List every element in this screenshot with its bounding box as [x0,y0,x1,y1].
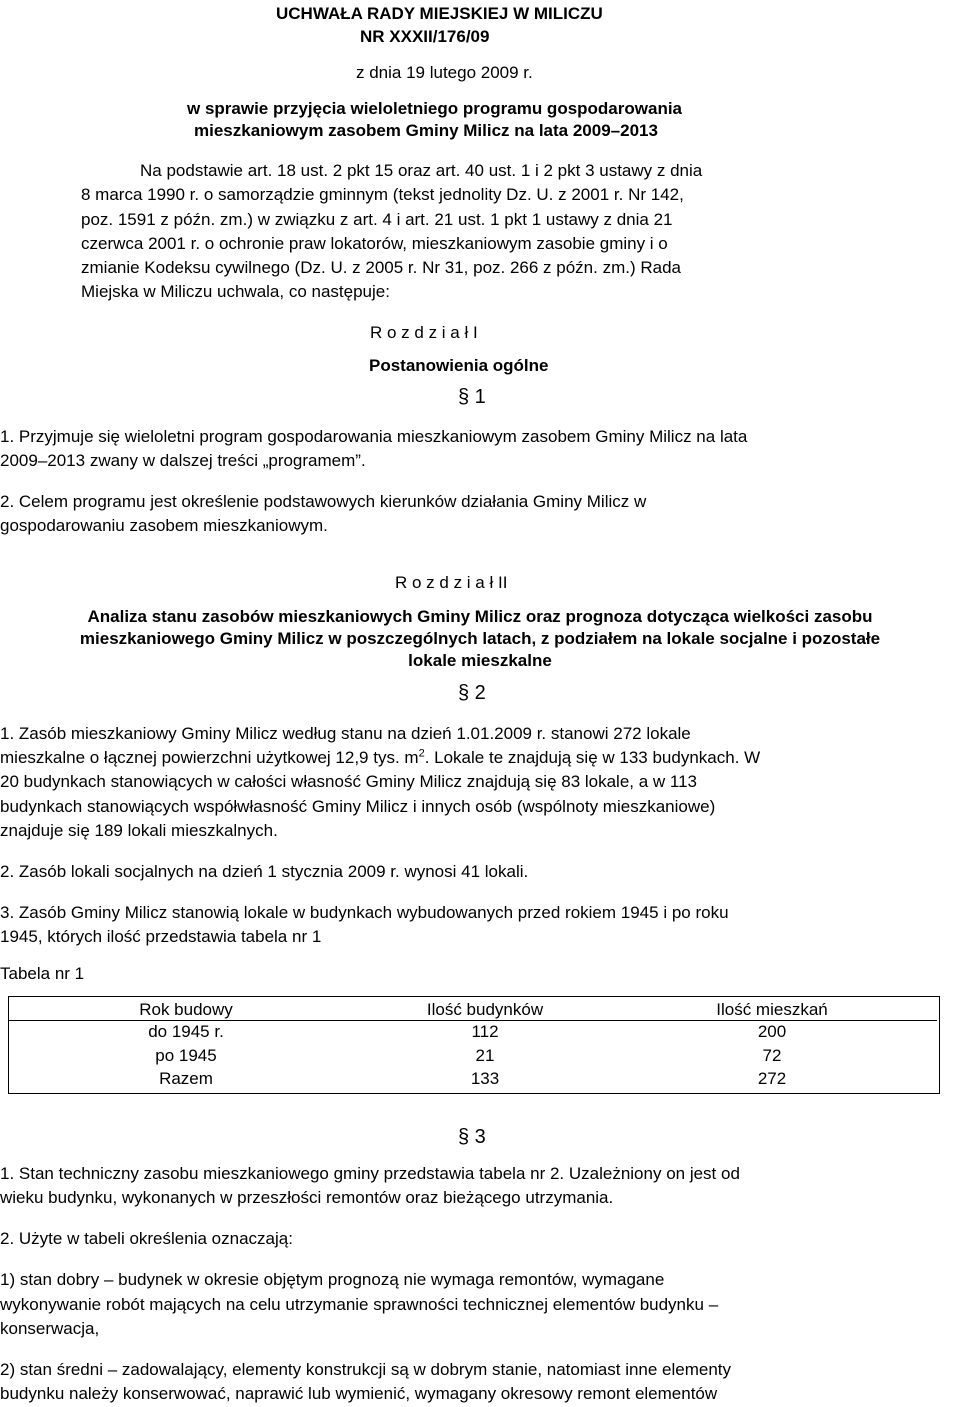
preamble-line-1: Na podstawie art. 18 ust. 2 pkt 15 oraz art. 40 ust. 1 i 2 pkt 3 ustawy z dnia [140,161,703,180]
section-3-point-2: 2. Użyte w tabeli określenia oznaczają: [0,1229,293,1248]
definition-1-line-3: konserwacja, [0,1319,100,1338]
section-1-point-2-line-2: gospodarowaniu zasobem mieszkaniowym. [0,516,328,535]
section-2-point-1-line-1: 1. Zasób mieszkaniowy Gminy Milicz według stanu na dzień 1.01.2009 r. stanowi 272 lokale [0,724,691,743]
table-cell: 21 [475,1046,495,1065]
table-1-header-year: Rok budowy [139,1000,233,1019]
chapter-2-title-line-3: lokale mieszkalne [408,651,552,670]
section-2-point-2: 2. Zasób lokali socjalnych na dzień 1 stycznia 2009 r. wynosi 41 lokali. [0,862,529,881]
section-2-point-3-line-2: 1945, których ilość przedstawia tabela nr 1 [0,927,322,946]
section-2-point-1-line-2: mieszkalne o łącznej powierzchni użytkowej 12,9 tys. $m^2$. Lokale te znajdują się w 133 budynkach. W [0,747,761,767]
chapter-1-title: Postanowienia ogólne [369,356,549,375]
definition-1-line-1: 1) stan dobry – budynek w okresie objętym prognozą nie wymaga remontów, wymagane [0,1270,665,1289]
table-cell: 72 [762,1046,782,1065]
table-cell: 200 [757,1022,787,1041]
chapter-2-label: R o z d z i a ł II [395,573,508,592]
table-row: Razem [159,1069,213,1088]
resolution-title: UCHWAŁA RADY MIEJSKIEJ W MILICZU [276,4,603,23]
superscript-2: 2 [418,747,425,760]
section-3-point-1-line-2: wieku budynku, wykonanych w przeszłości remontów oraz bieżącego utrzymania. [0,1188,614,1207]
section-2-point-3-line-1: 3. Zasób Gminy Milicz stanowią lokale w budynkach wybudowanych przed rokiem 1945 i po roku [0,903,729,922]
table-row: po 1945 [155,1046,217,1065]
section-3-point-1-line-1: 1. Stan techniczny zasobu mieszkaniowego gminy przedstawia tabela nr 2. Uzależniony on jest od [0,1164,740,1183]
table-1-header-buildings: Ilość budynków [426,1000,544,1019]
definition-2-line-2: budynku należy konserwować, naprawić lub wymienić, wymagany okresowy remont elementów [0,1384,718,1403]
chapter-2-title-line-2: mieszkaniowego Gminy Milicz w poszczególnych latach, z podziałem na lokale socjalne i pozostałe [79,629,881,648]
table-cell: 272 [757,1069,787,1088]
section-2-heading: § 2 [458,682,486,704]
section-2-point-1-line-3: 20 budynkach stanowiących w całości własność Gminy Milicz znajdują się 83 lokale, a w 113 [0,772,698,791]
section-1-heading: § 1 [458,386,486,408]
section-1-point-2-line-1: 2. Celem programu jest określenie podstawowych kierunków działania Gminy Milicz w [0,492,647,511]
resolution-date: z dnia 19 lutego 2009 r. [356,63,533,82]
preamble-line-4: czerwca 2001 r. o ochronie praw lokatorów, mieszkaniowym zasobie gminy i o [81,234,668,253]
table-cell: 112 [471,1022,499,1041]
preamble-line-3: poz. 1591 z późn. zm.) w związku z art. 4 i art. 21 ust. 1 pkt 1 ustawy z dnia 21 [81,210,673,229]
definition-2-line-1: 2) stan średni – zadowalający, elementy konstrukcji są w dobrym stanie, natomiast inne elementy [0,1360,732,1379]
chapter-2-title-line-1: Analiza stanu zasobów mieszkaniowych Gminy Milicz oraz prognoza dotycząca wielkości zasobu [87,607,873,626]
section-1-point-1-line-1: 1. Przyjmuje się wieloletni program gospodarowania mieszkaniowym zasobem Gminy Milicz na lata [0,427,748,446]
table-row: do 1945 r. [148,1022,224,1041]
table-1-caption: Tabela nr 1 [0,964,85,983]
section-2-point-1-line-5: znajduje się 189 lokali mieszkalnych. [0,821,278,840]
chapter-1-label: R o z d z i a ł I [370,323,478,342]
resolution-subject-line-2: mieszkaniowym zasobem Gminy Milicz na lata 2009–2013 [194,121,658,140]
table-cell: 133 [470,1069,500,1088]
section-3-heading: § 3 [458,1126,486,1148]
section-2-point-1-line-4: budynkach stanowiących współwłasność Gminy Milicz i innych osób (wspólnoty mieszkaniowe) [0,797,716,816]
resolution-subject-line-1: w sprawie przyjęcia wieloletniego programu gospodarowania [187,99,683,118]
resolution-number: NR XXXII/176/09 [360,27,490,46]
preamble-line-6: Miejska w Miliczu uchwala, co następuje: [81,282,390,301]
preamble-line-2: 8 marca 1990 r. o samorządzie gminnym (tekst jednolity Dz. U. z 2001 r. Nr 142, [81,185,684,204]
preamble-line-5: zmianie Kodeksu cywilnego (Dz. U. z 2005 r. Nr 31, poz. 266 z późn. zm.) Rada [81,258,681,277]
section-1-point-1-line-2: 2009–2013 zwany w dalszej treści „programem”. [0,451,366,470]
definition-1-line-2: wykonywanie robót mających na celu utrzymanie sprawności technicznej elementów budynku – [0,1295,719,1314]
table-1-header-flats: Ilość mieszkań [716,1000,828,1019]
